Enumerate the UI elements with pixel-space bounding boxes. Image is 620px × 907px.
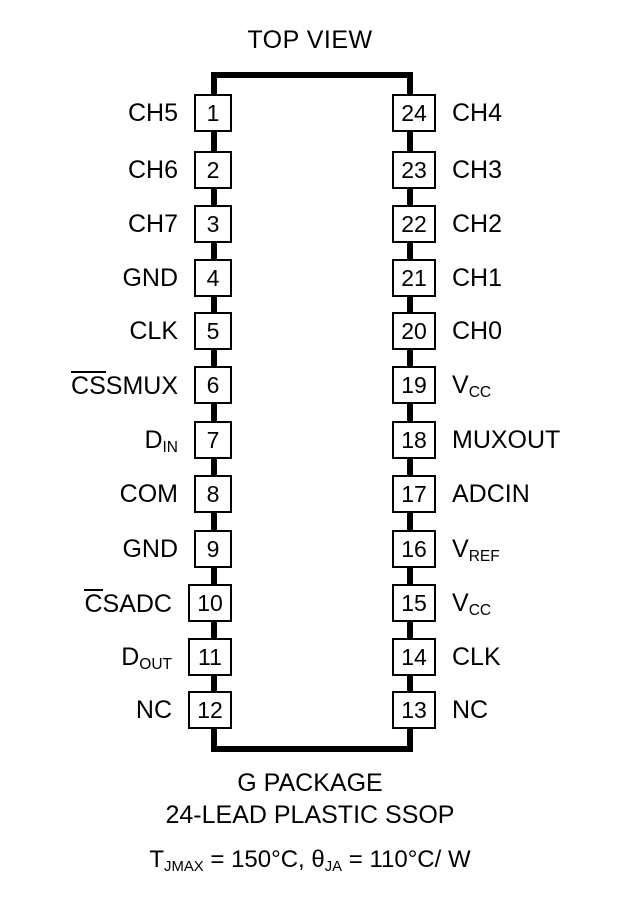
thermal-spec: $T_{JMAX} = 150^\circ C$, $\theta_{JA} = 110^\circ C/$ W	[149, 846, 471, 876]
pin-row	[0, 420, 232, 460]
pin-row	[392, 311, 620, 351]
pin-number-right-16: 16	[392, 530, 436, 568]
pin-label-left-2: CH6	[127, 155, 178, 184]
pin-label-right-16	[452, 534, 500, 565]
pin-number-left-8: 8	[194, 475, 232, 513]
pin-label-left-7-sub: IN	[162, 438, 178, 456]
pin-label-left-10-text: SADC	[102, 589, 172, 618]
pin-number-left-9: 9	[194, 530, 232, 568]
pin-row	[0, 258, 232, 298]
pin-label-left-1: CH5	[127, 98, 178, 127]
pin-label-left-7	[144, 425, 178, 456]
pin-number-left-7: 7	[194, 421, 232, 459]
pin-row	[392, 365, 620, 405]
pin-row	[0, 637, 232, 677]
pin-row	[0, 474, 232, 514]
pin-label-left-6	[71, 371, 178, 399]
pin-row	[0, 583, 232, 623]
pin-row	[0, 93, 232, 133]
pin-row	[0, 311, 232, 351]
pin-label-left-5: CLK	[129, 316, 178, 345]
pin-label-left-10	[84, 589, 172, 617]
pin-number-right-18: 18	[392, 421, 436, 459]
pin-label-right-19-text: V	[452, 370, 469, 399]
pin-row	[0, 204, 232, 244]
pin-row	[392, 150, 620, 190]
pin-row	[392, 420, 620, 460]
pin-label-left-12: NC	[135, 695, 172, 724]
pin-label-right-24: CH4	[452, 98, 503, 127]
pin-label-right-19	[452, 370, 492, 401]
pin-number-right-24: 24	[392, 94, 436, 132]
pin-row	[0, 150, 232, 190]
pin-number-left-5: 5	[194, 312, 232, 350]
pin-label-right-15-sub: CC	[468, 601, 492, 619]
pin-number-left-12: 12	[188, 691, 232, 729]
pin-label-left-11-sub: OUT	[139, 655, 172, 673]
pin-label-right-16-sub: REF	[468, 547, 500, 565]
pin-number-left-11: 11	[188, 638, 232, 676]
pin-label-left-9: GND	[122, 534, 178, 563]
pin-label-right-15	[452, 588, 492, 619]
pin-label-left-11	[121, 642, 172, 673]
pin-label-right-22: CH2	[452, 209, 503, 238]
pin-label-right-20: CH0	[452, 316, 503, 345]
pin-label-left-11-text: D	[121, 642, 140, 671]
pin-number-left-10: 10	[188, 584, 232, 622]
pin-number-right-13: 13	[392, 691, 436, 729]
pin-number-left-2: 2	[194, 151, 232, 189]
pin-row	[0, 529, 232, 569]
pin-row	[392, 93, 620, 133]
pin-row	[0, 365, 232, 405]
pin-label-left-7-text: D	[144, 425, 163, 454]
package-name-line2: 24-LEAD PLASTIC SSOP	[165, 801, 455, 829]
pin-number-left-4: 4	[194, 259, 232, 297]
pin-number-right-19: 19	[392, 366, 436, 404]
pin-row	[392, 583, 620, 623]
pin-label-right-18: MUXOUT	[452, 425, 561, 454]
pin-label-right-21: CH1	[452, 263, 503, 292]
pin-row	[392, 474, 620, 514]
pin-number-right-22: 22	[392, 205, 436, 243]
pin-row	[0, 690, 232, 730]
package-body-outline	[211, 72, 413, 752]
pin-row	[392, 529, 620, 569]
pin-number-right-20: 20	[392, 312, 436, 350]
pin-label-left-4: GND	[122, 263, 178, 292]
pin-row	[392, 637, 620, 677]
page-title: TOP VIEW	[247, 26, 373, 54]
pin-label-right-23: CH3	[452, 155, 503, 184]
pin-number-right-23: 23	[392, 151, 436, 189]
pin-number-right-15: 15	[392, 584, 436, 622]
pin-label-right-14: CLK	[452, 642, 501, 671]
pin-label-right-16-text: V	[452, 534, 469, 563]
pin-number-right-21: 21	[392, 259, 436, 297]
pin-label-right-19-sub: CC	[468, 383, 492, 401]
pin-label-right-15-text: V	[452, 588, 469, 617]
pin-row	[392, 204, 620, 244]
pin-number-left-1: 1	[194, 94, 232, 132]
pin-row	[392, 690, 620, 730]
pin-number-right-14: 14	[392, 638, 436, 676]
overline-cs: CS	[71, 371, 106, 400]
pin-number-left-3: 3	[194, 205, 232, 243]
pin-row	[392, 258, 620, 298]
pin-label-right-13: NC	[452, 695, 489, 724]
pin-number-left-6: 6	[194, 366, 232, 404]
pin-label-left-3: CH7	[127, 209, 178, 238]
pin-label-left-8: COM	[119, 479, 178, 508]
pin-label-left-6-text: SMUX	[105, 371, 178, 400]
package-name-line1: G PACKAGE	[237, 769, 383, 797]
pin-label-right-17: ADCIN	[452, 479, 530, 508]
overline-c: C	[84, 589, 103, 618]
pin-number-right-17: 17	[392, 475, 436, 513]
